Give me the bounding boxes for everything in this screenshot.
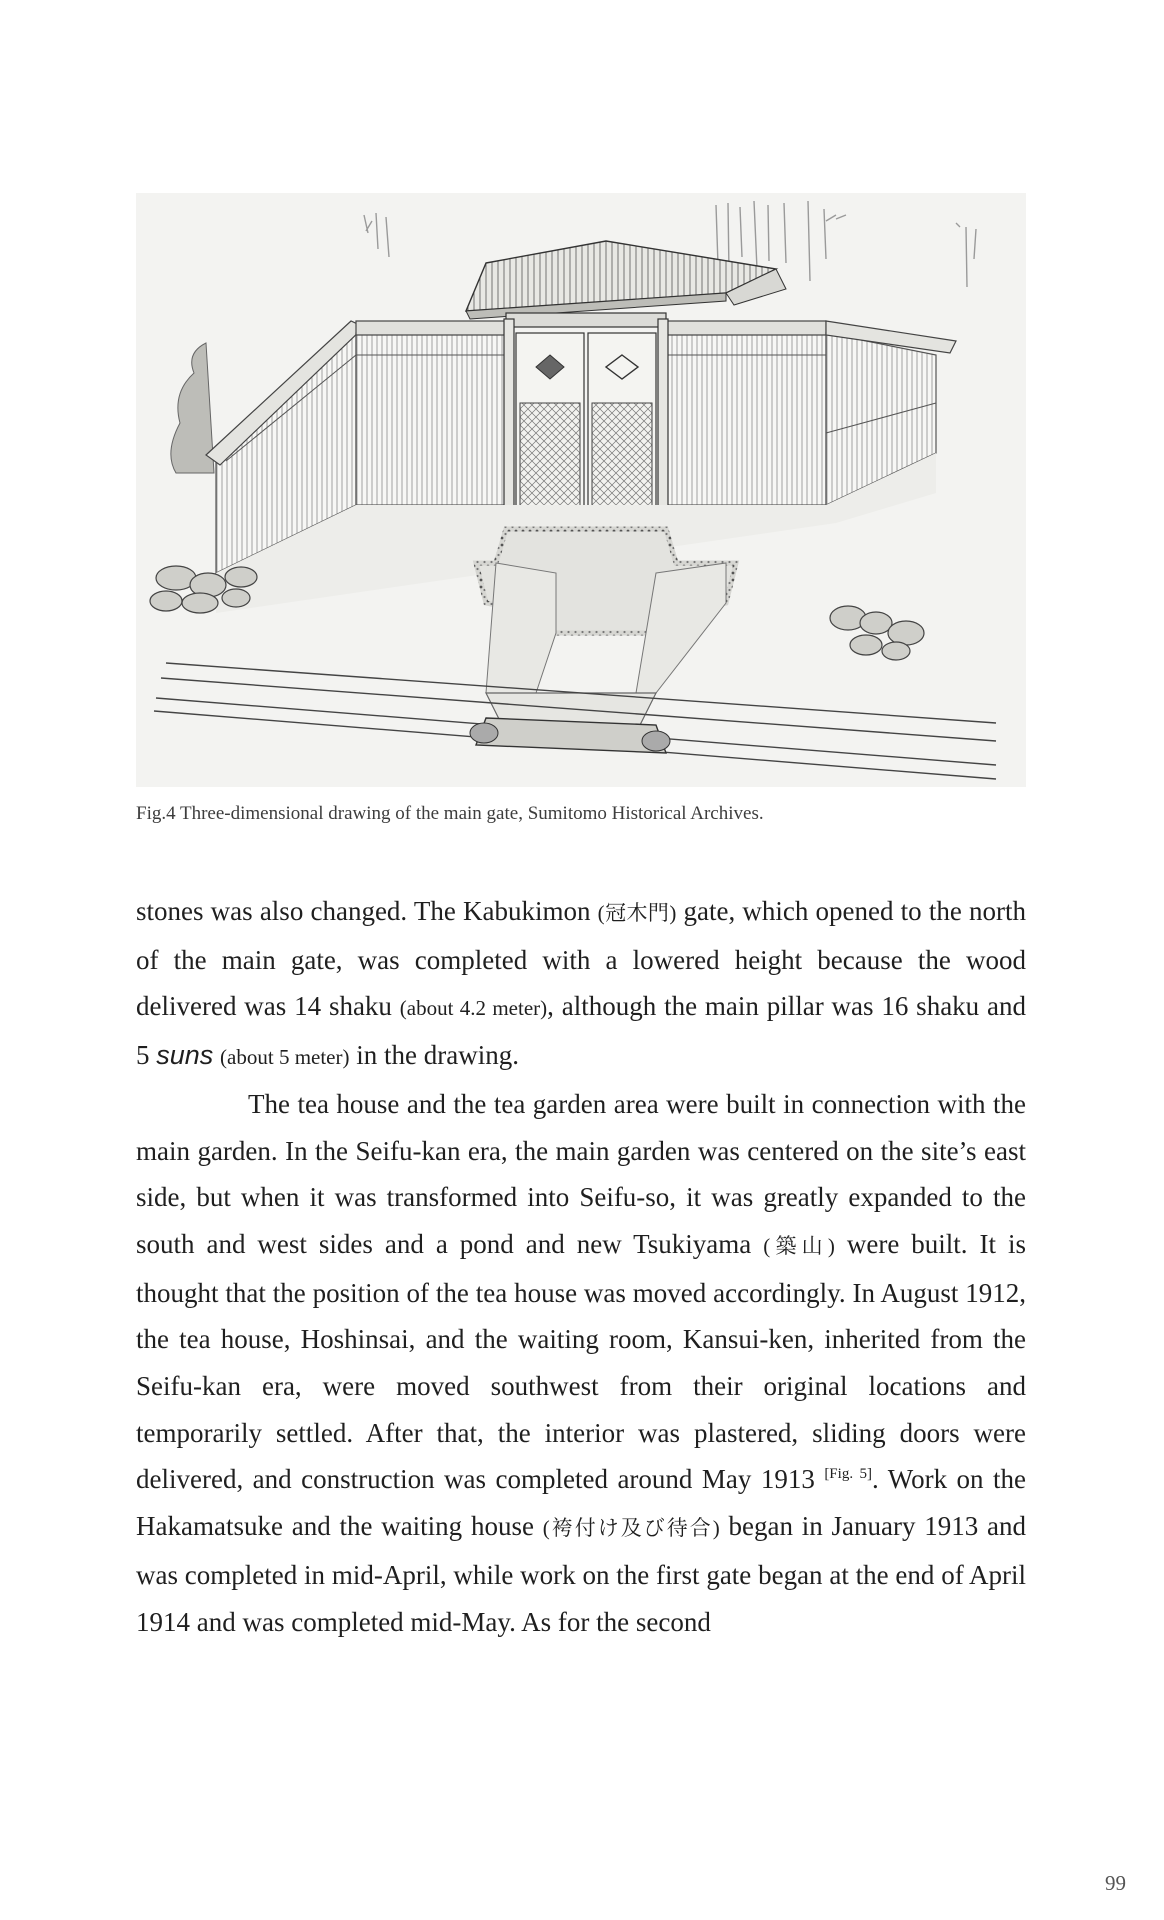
p1-emphasis-suns: suns — [156, 1040, 214, 1071]
p2-kanji-hakamatsuke: (袴付け及び待合) — [542, 1516, 720, 1541]
paragraph-2 — [136, 1081, 1026, 1645]
p2-text-2: were built. It is thought that the position of the tea house was moved accordingly. In August 1912, the tea house, Hoshinsai, and the waiting room, Kansui-ken, inherited from the Seifu-kan era, were moved southwest from their original locations and temporarily settled. After that, the interior was plastered, sliding doors were delivered, and construction was completed around May 1913 — [136, 1228, 1026, 1495]
p2-text-3: . Work on the Hakamatsuke and the waiting house — [136, 1464, 1026, 1542]
p1-text-3: , although the main pillar was 16 shaku and 5 — [136, 991, 1026, 1071]
figure-caption: Fig.4 Three-dimensional drawing of the main gate, Sumitomo Historical Archives. — [136, 803, 764, 824]
rocks-right — [830, 606, 924, 660]
p1-text-2: gate, which opened to the north of the main gate, was completed with a lowered height because the wood delivered was 14 shaku — [136, 896, 1026, 1022]
rocks-left — [150, 566, 257, 613]
main-gate-drawing-illustration — [136, 193, 1026, 787]
p2-text-4: began in January 1913 and was completed in mid-April, while work on the first gate began at the end of April 1914 and was completed mid-May. As for the second — [136, 1511, 1026, 1637]
body-text — [136, 888, 1026, 1645]
p2-figure-reference: [Fig. 5] — [824, 1466, 873, 1483]
back-fence-left — [356, 333, 506, 505]
p2-text-1: The tea house and the tea garden area were built in connection with the main garden. In the Seifu-kan era, the main garden was centered on the site’s east side, but when it was transformed into Seifu-so, it was greatly expanded to the south and west sides and a pond and new Tsukiyama — [136, 1088, 1026, 1259]
p1-text-1: stones was also changed. The Kabukimon — [136, 896, 598, 926]
gate-post-left — [504, 319, 514, 529]
p1-text-5: in the drawing. — [349, 1040, 519, 1071]
p1-kanji-kabukimon: (冠木門) — [597, 901, 677, 925]
paragraph-1 — [136, 888, 1026, 1081]
page-number: 99 — [1105, 1871, 1126, 1895]
p1-note-5-meter: (about 5 meter) — [220, 1045, 350, 1070]
p2-kanji-tsukiyama: (築山) — [763, 1233, 835, 1258]
back-fence-right — [666, 333, 826, 505]
figure-main-gate-drawing — [136, 193, 1026, 787]
p1-note-4-2-meter: (about 4.2 meter) — [399, 996, 548, 1021]
gate-post-right — [658, 319, 668, 529]
